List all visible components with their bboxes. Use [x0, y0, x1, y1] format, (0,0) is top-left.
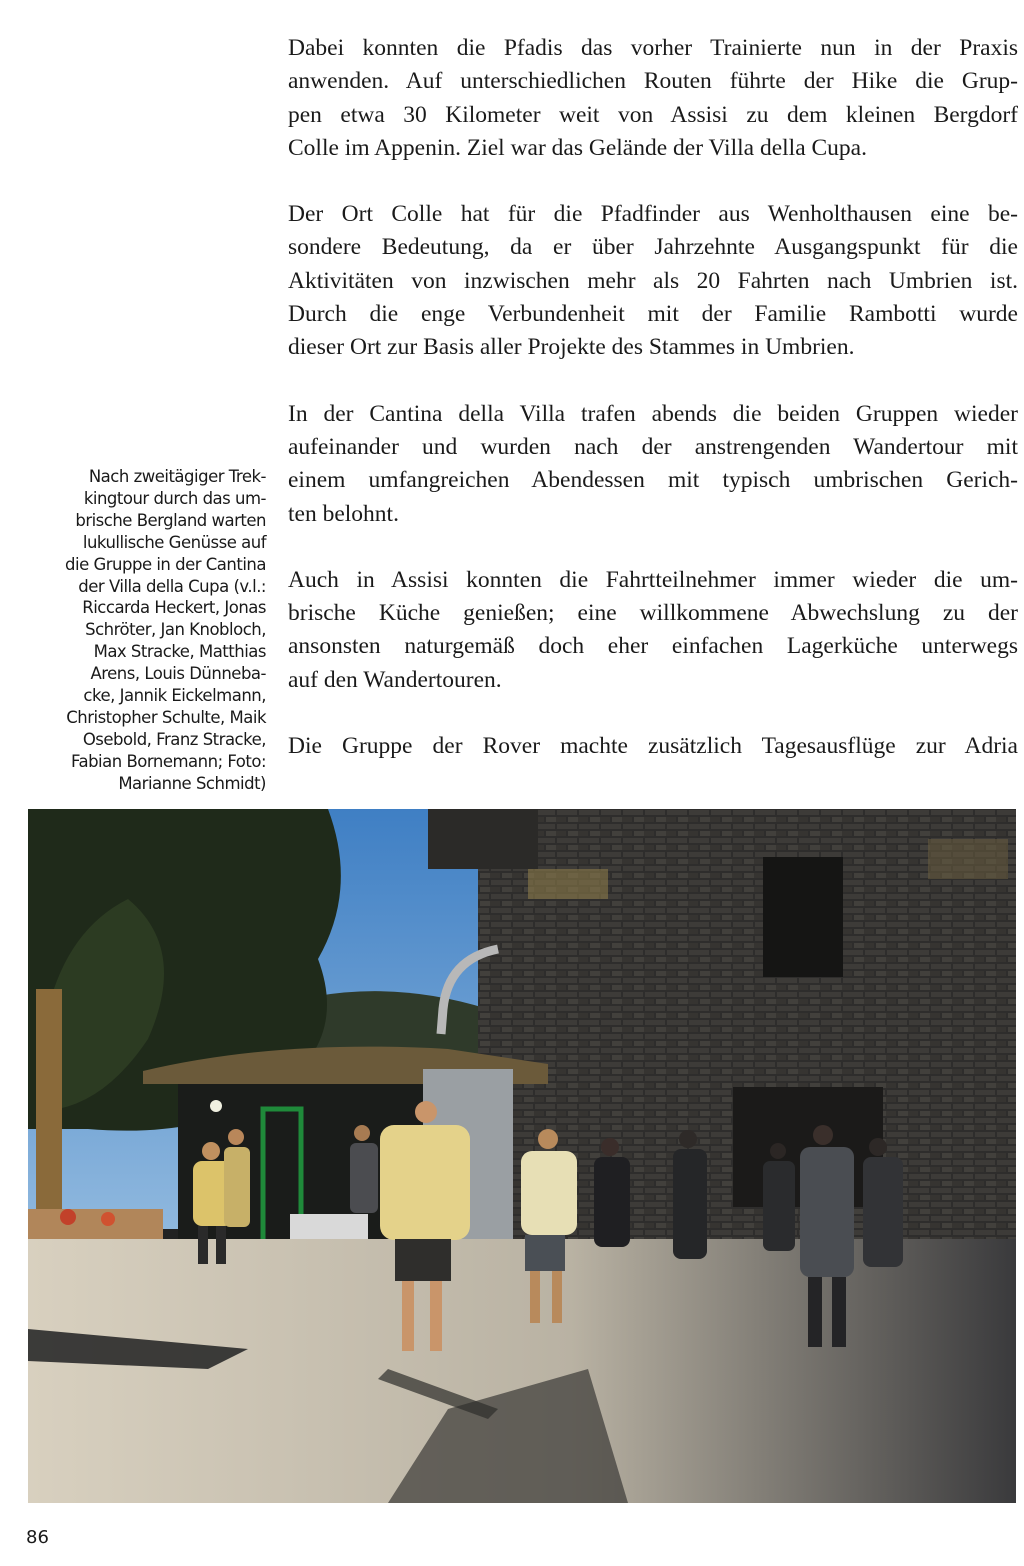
text-line: In der Cantina della Villa trafen abends die beiden Gruppen wieder	[288, 400, 1018, 427]
caption-line: lukullische Genüsse auf	[82, 532, 266, 552]
paragraph	[288, 564, 1018, 697]
caption-line: der Villa della Cupa (v.l.:	[78, 576, 266, 596]
caption-line: Nach zweitägiger Trek-	[88, 467, 266, 486]
caption-line: Schröter, Jan Knobloch,	[85, 620, 266, 640]
caption-line: cke, Jannik Eickelmann,	[83, 686, 266, 706]
lamp	[210, 1100, 222, 1112]
text-line: ten belohnt.	[288, 500, 399, 527]
photo-illustration	[28, 809, 1016, 1503]
caption-line: Arens, Louis Dünneba-	[90, 664, 266, 684]
paragraph	[288, 32, 1018, 165]
text-line: dieser Ort zur Basis aller Projekte des Stammes in Umbrien.	[288, 334, 855, 361]
tree-trunk	[36, 989, 62, 1209]
caption-line: brische Bergland warten	[75, 510, 266, 530]
caption-line: Fabian Bornemann; Foto:	[71, 751, 266, 771]
paragraph	[288, 398, 1018, 531]
text-line: Dabei konnten die Pfadis das vorher Trainierte nun in der Praxis	[288, 35, 1018, 61]
caption-line: Osebold, Franz Stracke,	[82, 729, 266, 749]
text-line: Aktivitäten von inzwischen mehr als 20 Fahrten nach Umbrien ist.	[288, 267, 1018, 294]
text-line: Colle im Appenin. Ziel war das Gelände der Villa della Cupa.	[288, 134, 867, 161]
caption-line: die Gruppe in der Cantina	[65, 554, 266, 574]
text-line: brische Küche genießen; eine willkommene Abwechslung zu der	[288, 600, 1018, 627]
text-line: Auch in Assisi konnten die Fahrtteilnehmer immer wieder die um-	[288, 566, 1018, 593]
text-line: Der Ort Colle hat für die Pfadfinder aus Wenholthausen eine be-	[288, 201, 1018, 228]
text-line: ansonsten naturgemäß doch eher einfachen Lagerküche unterwegs	[288, 633, 1018, 660]
text-line: sondere Bedeutung, da er über Jahrzehnte Ausgangspunkt für die	[288, 234, 1018, 261]
window	[763, 857, 843, 977]
text-line: auf den Wandertouren.	[288, 666, 502, 693]
body-text	[288, 32, 1018, 796]
text-line: aufeinander und wurden nach der anstrengenden Wandertour mit	[288, 433, 1018, 460]
page-number: 86	[26, 1527, 49, 1548]
text-line: Die Gruppe der Rover machte zusätzlich Tagesausflüge zur Adria	[288, 733, 1018, 760]
paragraph	[288, 730, 1018, 763]
caption-line: Christopher Schulte, Maik	[66, 707, 266, 727]
text-line: Durch die enge Verbundenheit mit der Familie Rambotti wurde	[288, 301, 1018, 328]
text-line: anwenden. Auf unterschiedlichen Routen führte der Hike die Grup-	[288, 68, 1018, 95]
paragraph	[288, 198, 1018, 364]
cantina-photo	[28, 809, 1016, 1503]
text-line: pen etwa 30 Kilometer weit von Assisi zu dem kleinen Bergdorf	[288, 101, 1018, 128]
text-line: einem umfangreichen Abendessen mit typisch umbrischen Gerich-	[288, 467, 1018, 494]
caption-line: kingtour durch das um-	[83, 488, 266, 508]
caption-line: Marianne Schmidt)	[118, 773, 266, 793]
planter	[28, 1209, 163, 1241]
caption-line: Max Stracke, Matthias	[93, 642, 266, 662]
photo-caption	[22, 466, 266, 795]
caption-line: Riccarda Heckert, Jonas	[82, 598, 266, 618]
